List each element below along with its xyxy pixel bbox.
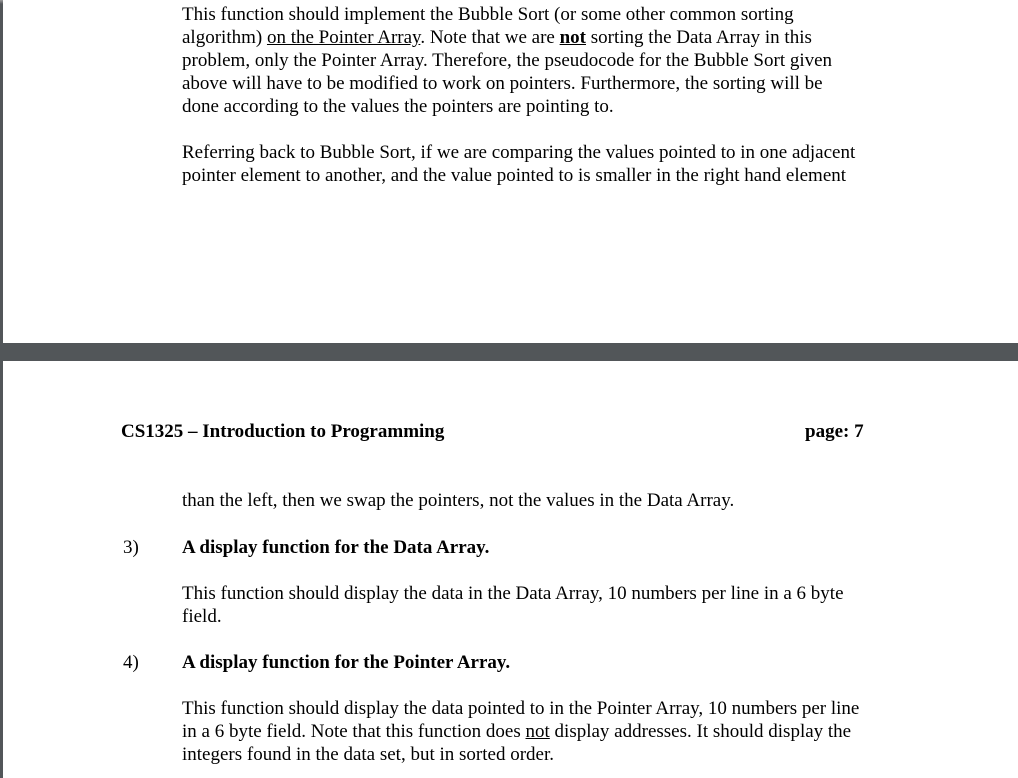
text-span: display addresses. It should display the	[549, 721, 852, 742]
text-span: algorithm)	[182, 27, 267, 48]
item-number-4: 4)	[123, 652, 139, 673]
item-4-description	[182, 697, 912, 766]
underlined-text: on the Pointer Array	[266, 27, 421, 48]
continued-paragraph	[182, 489, 912, 512]
text-line: pointer element to another, and the value pointed to is smaller in the right hand element	[182, 165, 847, 186]
text-line: Referring back to Bubble Sort, if we are comparing the values pointed to in one adjacent	[182, 142, 856, 163]
text-line: This function should implement the Bubble Sort (or some other common sorting	[182, 4, 794, 25]
swap-paragraph	[182, 141, 912, 187]
item-3-description	[182, 582, 912, 628]
text-line: done according to the values the pointers are pointing to.	[182, 96, 614, 117]
sorting-paragraph	[182, 3, 912, 118]
text-line: problem, only the Pointer Array. Therefore, the pseudocode for the Bubble Sort given	[182, 50, 833, 71]
text-line: field.	[182, 606, 222, 627]
text-line	[182, 26, 912, 49]
document-page-6	[3, 0, 1018, 343]
text-span: sorting the Data Array in this	[586, 27, 812, 48]
text-line: integers found in the data set, but in sorted order.	[182, 744, 554, 765]
text-line: than the left, then we swap the pointers, not the values in the Data Array.	[182, 490, 735, 511]
text-line: This function should display the data pointed to in the Pointer Array, 10 numbers per line	[182, 698, 860, 719]
document-page-7	[3, 361, 1018, 778]
page-number: page: 7	[805, 421, 864, 442]
emphasized-not: not	[559, 27, 587, 48]
item-heading-3: A display function for the Data Array.	[182, 537, 490, 558]
text-line: above will have to be modified to work on pointers. Furthermore, the sorting will be	[182, 73, 823, 94]
text-span: . Note that we are	[420, 27, 560, 48]
text-span: in a 6 byte field. Note that this function does	[182, 721, 526, 742]
page-separator	[0, 343, 1018, 361]
item-heading-4: A display function for the Pointer Array.	[182, 652, 511, 673]
text-line	[182, 720, 912, 743]
underlined-not: not	[525, 721, 550, 742]
course-header: CS1325 – Introduction to Programming	[121, 421, 445, 442]
text-line: This function should display the data in the Data Array, 10 numbers per line in a 6 byte	[182, 583, 844, 604]
item-number-3: 3)	[123, 537, 139, 558]
